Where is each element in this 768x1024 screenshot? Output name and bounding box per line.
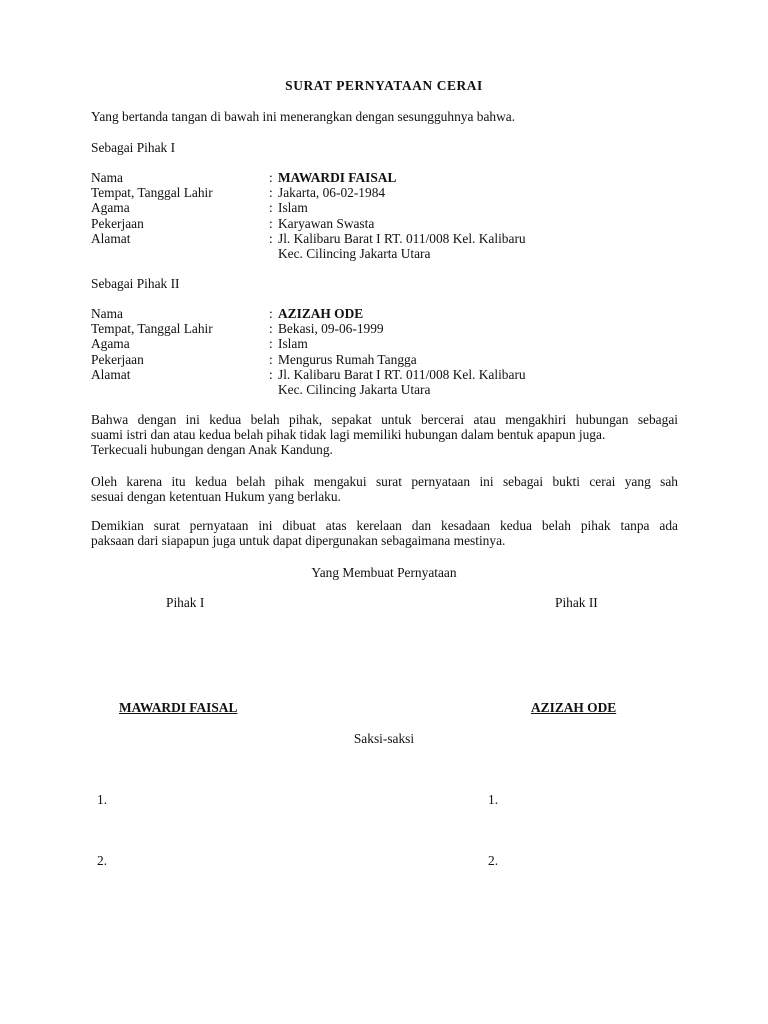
paragraph-line: sesuai dengan ketentuan Hukum yang berlaku. (91, 489, 341, 505)
field-row-address (91, 231, 681, 246)
field-label: Nama (91, 306, 123, 321)
field-value (269, 336, 681, 351)
paragraph-line: Oleh karena itu kedua belah pihak mengakui surat pernyataan ini sebagai bukti cerai yang sah (91, 474, 678, 489)
party2-fields (91, 306, 681, 397)
party2-birth-value: Bekasi, 09-06-1999 (278, 321, 384, 337)
party1-fields (91, 170, 681, 261)
colon: : (269, 366, 273, 382)
colon: : (269, 185, 273, 201)
signature-heading: Yang Membuat Pernyataan (311, 565, 457, 580)
witness-left-1: 1. (97, 792, 108, 807)
witness-right-1: 1. (488, 792, 499, 807)
witness-right-2: 2. (488, 853, 499, 868)
intro-text: Yang bertanda tangan di bawah ini menerangkan dengan sesungguhnya bahwa. (91, 109, 516, 124)
field-value (269, 367, 681, 382)
colon: : (269, 215, 273, 231)
field-row-name (91, 170, 681, 185)
colon: : (269, 336, 273, 352)
colon: : (269, 200, 273, 216)
witness-left-2: 2. (97, 853, 108, 868)
party1-signer-name: MAWARDI FAISAL (119, 700, 238, 715)
witness-heading: Saksi-saksi (353, 731, 415, 746)
party2-address-value: Jl. Kalibaru Barat I RT. 011/008 Kel. Kalibaru (278, 366, 526, 382)
party2-signer-name: AZIZAH ODE (531, 700, 617, 715)
document-title: SURAT PERNYATAAN CERAI (285, 78, 483, 93)
acknowledgement-paragraph (91, 474, 678, 504)
colon: : (269, 321, 273, 337)
field-label: Agama (91, 336, 130, 352)
field-label: Pekerjaan (91, 215, 144, 231)
field-row-job (91, 216, 681, 231)
party2-religion-value: Islam (278, 336, 308, 352)
closing-paragraph (91, 518, 678, 548)
party1-job-value: Karyawan Swasta (278, 215, 375, 231)
field-value (269, 200, 681, 215)
paragraph-line: Terkecuali hubungan dengan Anak Kandung. (91, 442, 333, 458)
party1-heading: Sebagai Pihak I (91, 140, 176, 155)
colon: : (269, 351, 273, 367)
field-row-birth (91, 185, 681, 200)
colon: : (269, 170, 273, 185)
field-label: Tempat, Tanggal Lahir (91, 185, 213, 201)
field-value (269, 321, 681, 336)
field-label: Nama (91, 170, 123, 185)
party2-signature-label: Pihak II (555, 595, 598, 610)
colon: : (269, 230, 273, 246)
field-value (269, 231, 681, 246)
party1-address-value: Jl. Kalibaru Barat I RT. 011/008 Kel. Kalibaru (278, 230, 526, 246)
field-row-address-cont (91, 246, 681, 261)
field-row-birth (91, 321, 681, 336)
field-label: Alamat (91, 366, 131, 382)
paragraph-line: paksaan dari siapapun juga untuk dapat dipergunakan sebagaimana mestinya. (91, 533, 506, 549)
field-label: Agama (91, 200, 130, 216)
field-row-job (91, 352, 681, 367)
field-value (269, 352, 681, 367)
field-value (269, 216, 681, 231)
field-row-name (91, 306, 681, 321)
field-label: Alamat (91, 230, 131, 246)
party1-address-line2: Kec. Cilincing Jakarta Utara (278, 245, 431, 261)
field-row-address-cont (91, 382, 681, 397)
field-value (269, 185, 681, 200)
paragraph-line: Bahwa dengan ini kedua belah pihak, sepakat untuk bercerai atau mengakhiri hubungan sebagai (91, 412, 678, 427)
field-value (269, 306, 681, 321)
party1-birth-value: Jakarta, 06-02-1984 (278, 185, 386, 201)
field-row-religion (91, 336, 681, 351)
paragraph-line: Demikian surat pernyataan ini dibuat atas kerelaan dan kesadaan kedua belah pihak tanpa ada (91, 518, 678, 533)
field-value (269, 170, 681, 185)
party2-heading: Sebagai Pihak II (91, 276, 180, 291)
field-row-address (91, 367, 681, 382)
paragraph-line: suami istri dan atau kedua belah pihak tidak lagi memiliki hubungan dalam bentuk apapun juga. (91, 427, 606, 443)
colon: : (269, 306, 273, 321)
party1-religion-value: Islam (278, 200, 308, 216)
statement-paragraph (91, 412, 678, 458)
field-label: Tempat, Tanggal Lahir (91, 321, 213, 337)
party1-name-value: MAWARDI FAISAL (278, 170, 397, 185)
party2-address-line2: Kec. Cilincing Jakarta Utara (278, 381, 431, 397)
field-label: Pekerjaan (91, 351, 144, 367)
party2-job-value: Mengurus Rumah Tangga (278, 351, 417, 367)
field-row-religion (91, 200, 681, 215)
party2-name-value: AZIZAH ODE (278, 306, 364, 321)
party1-signature-label: Pihak I (166, 595, 205, 610)
